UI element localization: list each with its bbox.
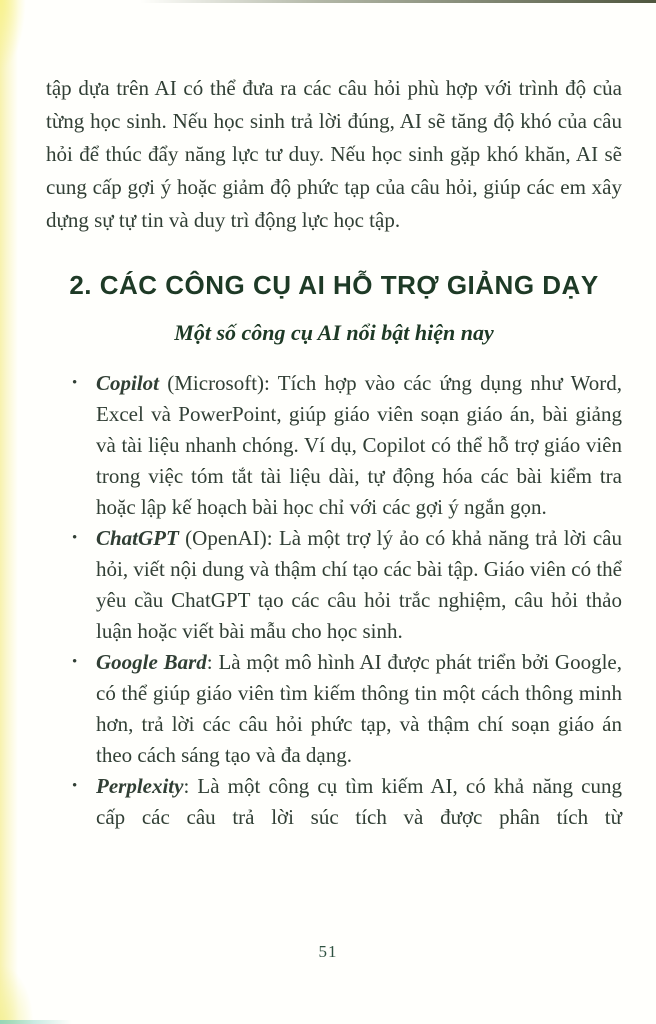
tool-vendor: (OpenAI):: [178, 526, 279, 550]
tool-name: Copilot: [96, 371, 160, 395]
bullet-icon: •: [72, 530, 78, 546]
page-edge-top: [140, 0, 656, 3]
tool-item-copilot: [46, 368, 622, 523]
bullet-icon: •: [72, 375, 78, 391]
tool-name: Perplexity: [96, 774, 184, 798]
bullet-icon: •: [72, 778, 78, 794]
tool-vendor: :: [206, 650, 219, 674]
tool-item-chatgpt: [46, 523, 622, 647]
section-subheading: Một số công cụ AI nổi bật hiện nay: [174, 320, 494, 345]
section-heading: 2. CÁC CÔNG CỤ AI HỖ TRỢ GIẢNG DẠY: [69, 270, 599, 300]
page-footer: [0, 942, 656, 962]
page-edge-corner-bottom-left: [0, 964, 34, 1024]
tool-vendor: :: [183, 774, 198, 798]
tool-description: Là một công cụ tìm kiếm AI, có khả năng cung cấp các câu trả lời súc tích và được phân tích từ: [96, 774, 622, 829]
tool-vendor: (Microsoft):: [159, 371, 278, 395]
page-content: [46, 72, 622, 833]
tool-description: Là một trợ lý ảo có khả năng trả lời câu hỏi, viết nội dung và thậm chí tạo các bài tập. Giáo viên có thể yêu cầu ChatGPT tạo các câu hỏi trắc nghiệm, câu hỏi thảo luận hoặc viết bài mẫu cho học sinh.: [96, 526, 623, 643]
tool-item-google-bard: [46, 647, 622, 771]
page-number: 51: [318, 942, 338, 961]
tool-name: ChatGPT: [96, 526, 179, 550]
bullet-icon: •: [72, 654, 78, 670]
tool-description: Tích hợp vào các ứng dụng như Word, Excel và PowerPoint, giúp giáo viên soạn giáo án, bài giảng và tài liệu nhanh chóng. Ví dụ, Copilot có thể hỗ trợ giáo viên trong việc tóm tắt tài liệu dài, tự động hóa các bài kiểm tra hoặc lập kế hoạch bài học chỉ với các gợi ý ngắn gọn.: [96, 371, 623, 519]
intro-paragraph: tập dựa trên AI có thể đưa ra các câu hỏi phù hợp với trình độ của từng học sinh. Nếu học sinh trả lời đúng, AI sẽ tăng độ khó của câu hỏi để thúc đẩy năng lực tư duy. Nếu học sinh gặp khó khăn, AI sẽ cung cấp gợi ý hoặc giảm độ phức tạp của câu hỏi, giúp các em xây dựng sự tự tin và duy trì động lực học tập.: [46, 76, 622, 232]
tool-item-perplexity: [46, 771, 622, 833]
page-edge-corner-top-left: [0, 0, 26, 70]
tool-name: Google Bard: [96, 650, 207, 674]
tools-list: [46, 368, 622, 833]
page-edge-bottom: [0, 1020, 72, 1024]
page-edge-left: [0, 0, 18, 1024]
tool-description: Là một mô hình AI được phát triển bởi Google, có thể giúp giáo viên tìm kiếm thông tin một cách thông minh hơn, trả lời các câu hỏi phức tạp, và thậm chí soạn giáo án theo cách sáng tạo và đa dạng.: [96, 650, 623, 767]
